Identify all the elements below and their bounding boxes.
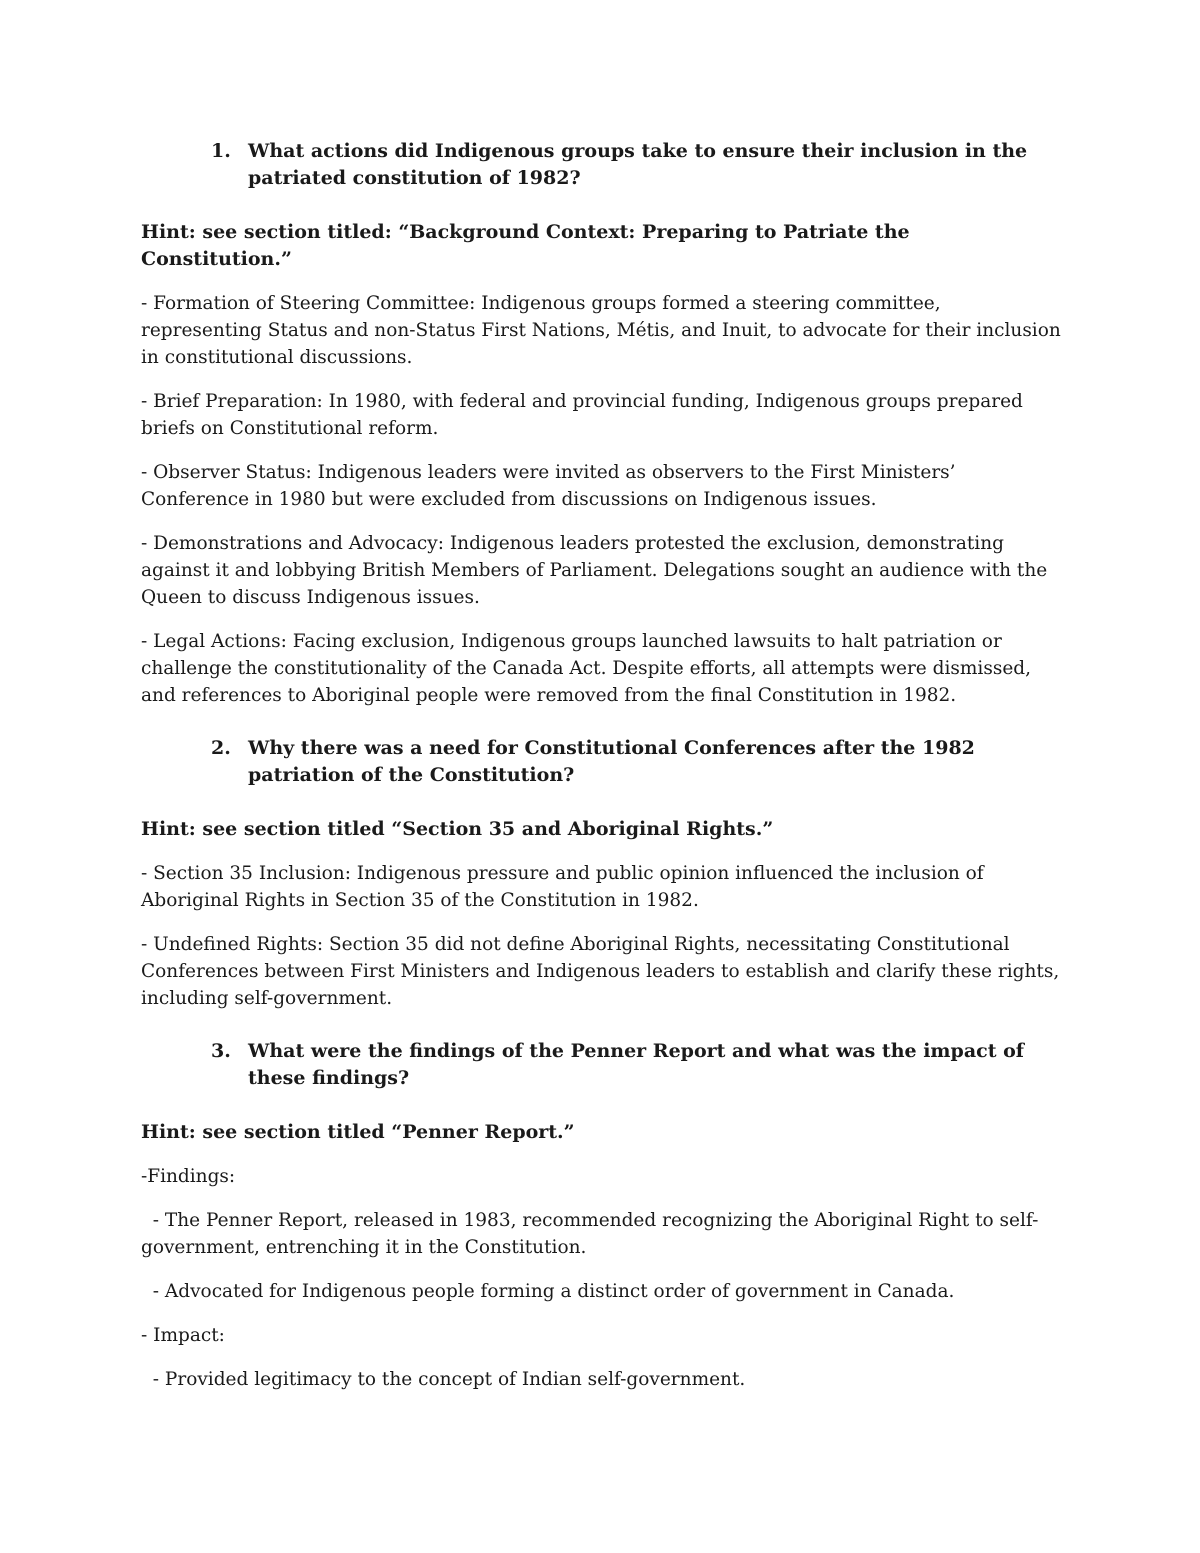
question-number: 1. bbox=[211, 140, 231, 162]
question-text: What actions did Indigenous groups take to ensure their inclusion in the patriated constitution of 1982? bbox=[248, 140, 1028, 189]
question-3 bbox=[141, 1038, 1061, 1092]
answer-paragraph: - Formation of Steering Committee: Indigenous groups formed a steering committee, representing Status and non-Status First Nations, Métis, and Inuit, to advocate for their inclusion in constitutional discussions. bbox=[141, 293, 1067, 368]
answer-paragraph: - Observer Status: Indigenous leaders were invited as observers to the First Ministers’ Conference in 1980 but were excluded from discussions on Indigenous issues. bbox=[141, 462, 962, 510]
hint-1: Hint: see section titled: “Background Context: Preparing to Patriate the Constitution.” bbox=[141, 221, 910, 270]
answer-paragraph: - Legal Actions: Facing exclusion, Indigenous groups launched lawsuits to halt patriation or challenge the constitutionality of the Canada Act. Despite efforts, all attempts were dismissed, and references to Aboriginal people were removed from the final Constitution in 1982. bbox=[141, 631, 1037, 706]
answer-paragraph: - The Penner Report, released in 1983, recommended recognizing the Aboriginal Right to self-government, entrenching it in the Constitution. bbox=[141, 1210, 1039, 1258]
answer-paragraph: - Advocated for Indigenous people forming a distinct order of government in Canada. bbox=[141, 1281, 955, 1302]
question-number: 3. bbox=[211, 1040, 231, 1062]
hint-3: Hint: see section titled “Penner Report.” bbox=[141, 1121, 575, 1143]
answer-paragraph: - Undefined Rights: Section 35 did not define Aboriginal Rights, necessitating Constitutional Conferences between First Ministers and Indigenous leaders to establish and clarify these rights, including self-government. bbox=[141, 934, 1066, 1009]
answer-paragraph: -Findings: bbox=[141, 1166, 236, 1187]
answer-paragraph: - Brief Preparation: In 1980, with federal and provincial funding, Indigenous groups prepared briefs on Constitutional reform. bbox=[141, 391, 1029, 439]
answer-paragraph: - Provided legitimacy to the concept of Indian self-government. bbox=[141, 1369, 746, 1390]
question-text: What were the findings of the Penner Report and what was the impact of these findings? bbox=[248, 1040, 1024, 1089]
answer-paragraph: - Section 35 Inclusion: Indigenous pressure and public opinion influenced the inclusion of Aboriginal Rights in Section 35 of the Constitution in 1982. bbox=[141, 863, 990, 911]
answer-paragraph: - Impact: bbox=[141, 1325, 225, 1346]
question-1 bbox=[141, 138, 1061, 192]
question-2 bbox=[141, 735, 1061, 789]
document-page bbox=[141, 138, 1067, 1410]
answer-paragraph: - Demonstrations and Advocacy: Indigenous leaders protested the exclusion, demonstrating against it and lobbying British Members of Parliament. Delegations sought an audience with the Queen to discuss Indigenous issues. bbox=[141, 533, 1054, 608]
hint-2: Hint: see section titled “Section 35 and Aboriginal Rights.” bbox=[141, 818, 774, 840]
question-text: Why there was a need for Constitutional Conferences after the 1982 patriation of the Constitution? bbox=[248, 737, 975, 786]
question-number: 2. bbox=[211, 737, 231, 759]
